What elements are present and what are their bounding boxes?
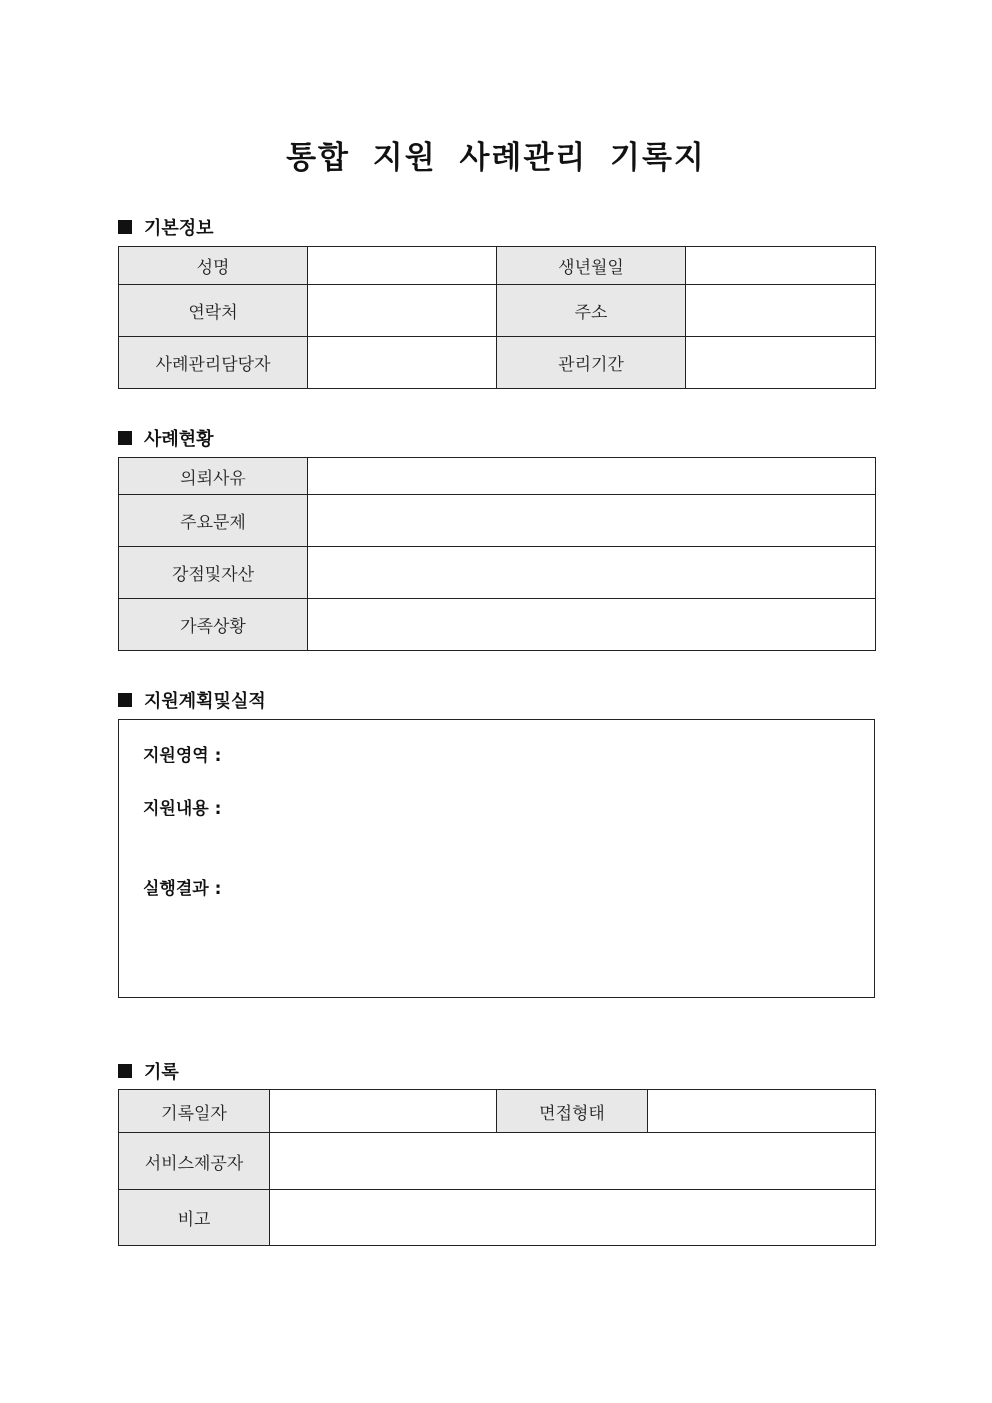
record-date-field[interactable]: [270, 1090, 497, 1133]
table-row: [119, 337, 876, 389]
page-title: 통합 지원 사례관리 기록지: [286, 140, 706, 176]
section-title: 기본정보: [144, 218, 214, 239]
section-title: 사례현황: [144, 429, 214, 450]
table-row: [119, 1133, 876, 1190]
table-row: [119, 285, 876, 337]
label-address: 주소: [497, 285, 686, 337]
table-row: [119, 1190, 876, 1246]
address-field[interactable]: [686, 285, 876, 337]
label-birthdate: 생년월일: [497, 247, 686, 285]
label-management-period: 관리기간: [497, 337, 686, 389]
basic-info-table: [118, 246, 876, 389]
label-note: 비고: [119, 1190, 270, 1246]
support-area-label: 지원영역 :: [143, 746, 222, 766]
table-row: [119, 547, 876, 599]
family-situation-field[interactable]: [308, 599, 876, 651]
execution-result-label: 실행결과 :: [143, 879, 222, 899]
table-row: [119, 495, 876, 547]
strengths-field[interactable]: [308, 547, 876, 599]
label-case-manager: 사례관리담당자: [119, 337, 308, 389]
square-bullet-icon: [118, 220, 132, 234]
contact-field[interactable]: [308, 285, 497, 337]
table-row: [119, 599, 876, 651]
section-title: 기록: [144, 1062, 179, 1083]
note-field[interactable]: [270, 1190, 876, 1246]
label-strengths: 강점및자산: [119, 547, 308, 599]
section-heading-status: [118, 425, 214, 451]
label-contact: 연락처: [119, 285, 308, 337]
label-record-date: 기록일자: [119, 1090, 270, 1133]
referral-reason-field[interactable]: [308, 458, 876, 495]
case-manager-field[interactable]: [308, 337, 497, 389]
support-content-label: 지원내용 :: [143, 799, 222, 819]
main-problem-field[interactable]: [308, 495, 876, 547]
table-row: [119, 458, 876, 495]
label-family-situation: 가족상황: [119, 599, 308, 651]
label-name: 성명: [119, 247, 308, 285]
case-status-table: [118, 457, 876, 651]
label-service-provider: 서비스제공자: [119, 1133, 270, 1190]
record-table: [118, 1089, 876, 1246]
square-bullet-icon: [118, 431, 132, 445]
interview-type-field[interactable]: [648, 1090, 876, 1133]
label-interview-type: 면접형태: [497, 1090, 648, 1133]
section-heading-plan: [118, 687, 266, 713]
section-title: 지원계획및실적: [144, 691, 266, 712]
service-provider-field[interactable]: [270, 1133, 876, 1190]
birthdate-field[interactable]: [686, 247, 876, 285]
section-heading-basic: [118, 214, 214, 240]
name-field[interactable]: [308, 247, 497, 285]
section-heading-record: [118, 1058, 179, 1084]
label-referral-reason: 의뢰사유: [119, 458, 308, 495]
support-plan-box[interactable]: [118, 719, 875, 998]
management-period-field[interactable]: [686, 337, 876, 389]
table-row: [119, 1090, 876, 1133]
square-bullet-icon: [118, 1064, 132, 1078]
square-bullet-icon: [118, 693, 132, 707]
table-row: [119, 247, 876, 285]
label-main-problem: 주요문제: [119, 495, 308, 547]
